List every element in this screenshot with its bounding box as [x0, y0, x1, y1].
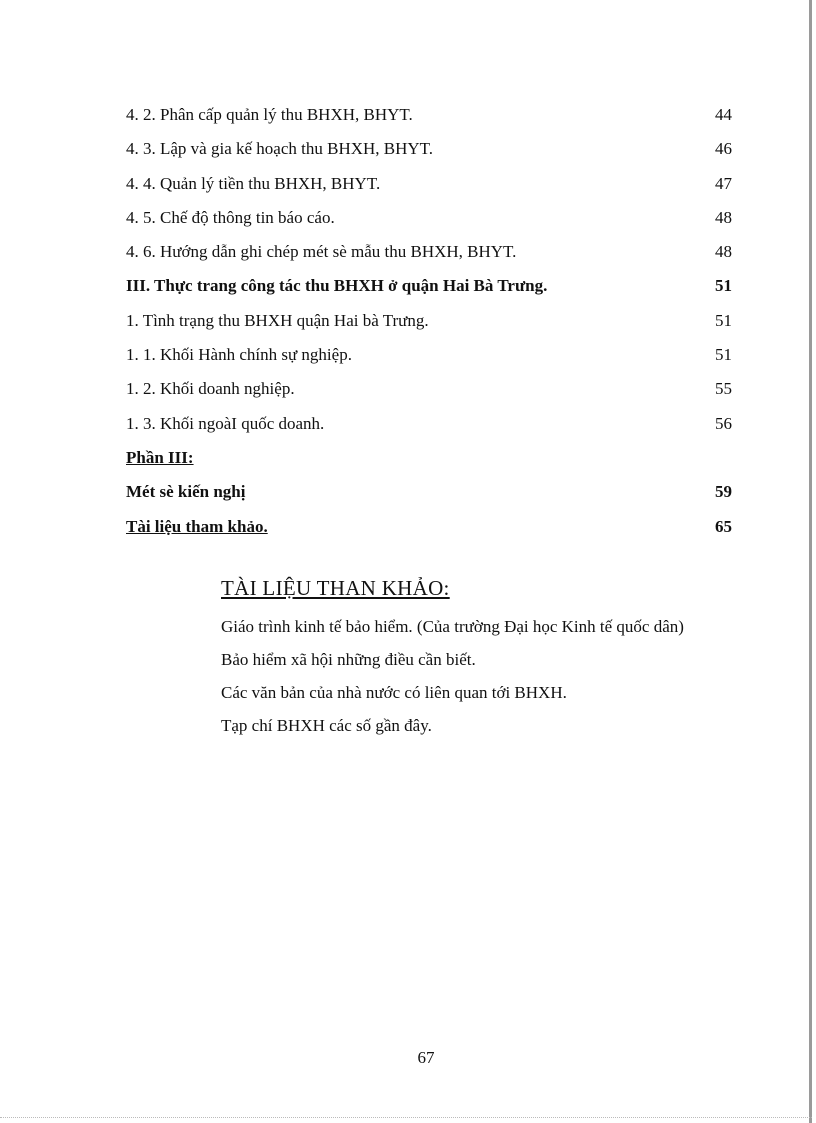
toc-entry: [126, 339, 732, 373]
reference-item: Bảo hiểm xã hội những điều cần biết.: [221, 650, 476, 669]
toc-entry: [126, 236, 732, 270]
toc-entry-page: 51: [715, 276, 732, 296]
toc-entry-title: 4. 4. Quản lý tiền thu BHXH, BHYT.: [126, 173, 381, 193]
toc-entry: [126, 270, 732, 304]
toc-entry: [126, 133, 732, 167]
toc-entry-title: 4. 5. Chế độ thông tin báo cáo.: [126, 207, 335, 227]
toc-entry: [126, 442, 732, 476]
toc-entry: [126, 99, 732, 133]
references-section: [221, 572, 751, 742]
toc-entry-title: 1. 1. Khối Hành chính sự nghiệp.: [126, 345, 352, 365]
toc-entry: [126, 305, 732, 339]
toc-entry: [126, 408, 732, 442]
toc-entry-page: 48: [715, 207, 732, 227]
toc-entry-page: 44: [715, 105, 732, 124]
toc-entry-title: 1. Tình trạng thu BHXH quận Hai bà Trưng.: [126, 310, 429, 330]
page-bottom-border: [0, 1117, 812, 1118]
page-edge-shadow: [809, 0, 812, 1123]
toc-entry: [126, 476, 732, 510]
toc-entry: [126, 168, 732, 202]
reference-item: Tạp chí BHXH các số gần đây.: [221, 716, 432, 735]
toc-entry-title: 4. 3. Lập và gia kế hoạch thu BHXH, BHYT.: [126, 139, 434, 159]
toc-entry-page: 56: [715, 413, 732, 433]
toc-entry-title: III. Thực trang công tác thu BHXH ở quận Hai Bà Trưng.: [126, 276, 548, 296]
toc-entry: [126, 202, 732, 236]
table-of-contents: [126, 99, 732, 545]
reference-item: Giáo trình kinh tế bảo hiểm. (Của trường Đại học Kinh tế quốc dân): [221, 617, 684, 636]
toc-entry-title: Phần III:: [126, 447, 194, 467]
toc-entry-title: 4. 2. Phân cấp quản lý thu BHXH, BHYT.: [126, 105, 413, 124]
toc-entry-page: 47: [715, 173, 732, 193]
toc-entry-title: 1. 3. Khối ngoàI quốc doanh.: [126, 413, 325, 433]
toc-entry-page: 51: [715, 310, 732, 330]
toc-entry: [126, 511, 732, 545]
toc-entry-title: Mét sè kiến nghị: [126, 482, 246, 502]
toc-entry-page: 48: [715, 242, 732, 262]
toc-entry-title: 4. 6. Hướng dẫn ghi chép mét sè mẫu thu BHXH, BHYT.: [126, 242, 517, 262]
references-list: [221, 610, 751, 742]
toc-entry-page: 51: [715, 345, 732, 365]
toc-entry: [126, 373, 732, 407]
toc-entry-title: 1. 2. Khối doanh nghiệp.: [126, 379, 295, 399]
toc-entry-page: 59: [715, 482, 732, 502]
reference-item: Các văn bản của nhà nước có liên quan tới BHXH.: [221, 683, 567, 702]
toc-entry-page: 46: [715, 139, 732, 159]
page-number: 67: [417, 1048, 435, 1067]
toc-entry-title: Tài liệu tham khảo.: [126, 516, 268, 536]
toc-entry-page: 55: [715, 379, 732, 399]
references-heading: TÀI LIỆU THAN KHẢO:: [221, 576, 450, 600]
toc-entry-page: 65: [715, 516, 732, 536]
